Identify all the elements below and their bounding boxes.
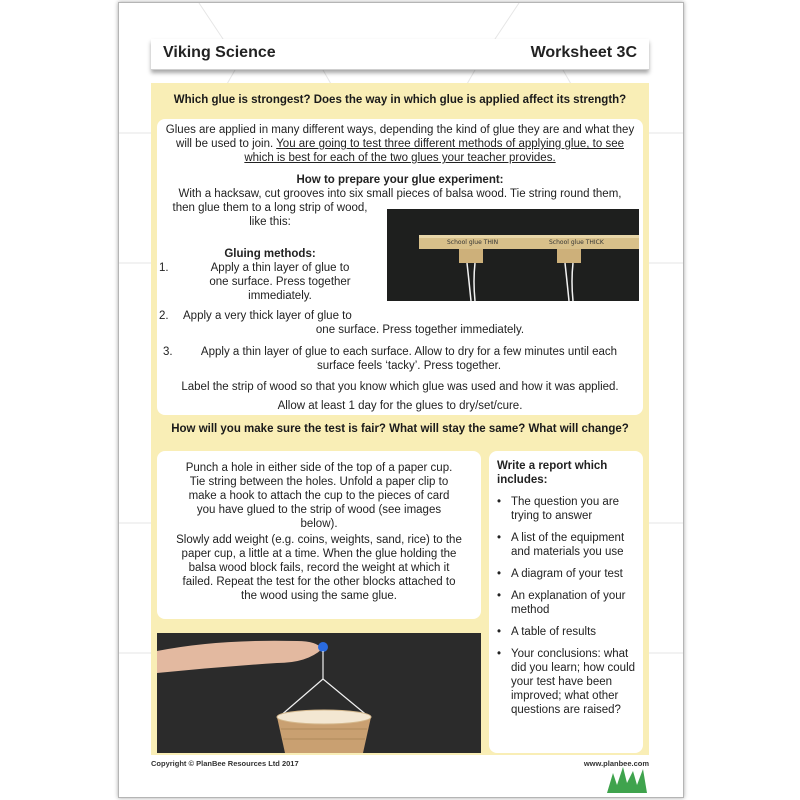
intro-plain: Glues are applied in many different ways, depending the kind of glue they are and what they will be used to join. (165, 124, 635, 150)
test-para-2-line-5: the wood using the same glue. (241, 590, 397, 602)
prepare-heading: How to prepare your glue experiment: (296, 174, 504, 186)
photo-label-thick: School glue THICK (549, 239, 604, 246)
worksheet-header (151, 39, 649, 70)
report-item: • The question you are trying to answer (511, 495, 641, 523)
worksheet-page (118, 2, 684, 798)
photo-label-thin: School glue THIN (447, 239, 499, 246)
report-item: • A list of the equipment and materials you use (511, 531, 641, 559)
method-1-number: 1. (159, 262, 169, 274)
method-3-number: 3. (163, 346, 173, 358)
header-title: Viking Science (163, 44, 276, 61)
question-heading-2: How will you make sure the test is fair? What will stay the same? What will change? (171, 423, 629, 435)
question-heading-1: Which glue is strongest? Does the way in which glue is applied affect its strength? (173, 94, 627, 106)
prepare-line-3: like this: (249, 216, 291, 228)
report-list (495, 495, 641, 725)
experiment-box (157, 119, 643, 415)
test-para-1-line-4: you have glued to the strip of wood (see images (196, 504, 442, 516)
report-title: Write a report which includes: (497, 460, 608, 486)
method-3-line-a: Apply a thin layer of glue to each surface. Allow to dry for a few minutes until each (200, 346, 618, 358)
grass-icon (607, 763, 651, 793)
method-2-line-b: one surface. Press together immediately. (315, 324, 525, 336)
test-para-1-line-2: Tie string between the holes. Unfold a paper clip to (189, 476, 449, 488)
test-para-2-line-4: failed. Repeat the test for the other blocks attached to (182, 576, 456, 588)
method-1-line-a: Apply a thin layer of glue to (210, 262, 350, 274)
test-para-2-line-3: balsa wood block fails, record the weight at which it (188, 562, 450, 574)
report-item: • Your conclusions: what did you learn; how could your test have been improved; what other questions are raised? (511, 647, 641, 717)
method-3-line-b: surface feels ‘tacky’. Press together. (316, 360, 502, 372)
prepare-line-1: With a hacksaw, cut grooves into six small pieces of balsa wood. Tie string round them, (178, 188, 622, 200)
method-1-line-c: immediately. (248, 290, 312, 302)
label-instruction: Label the strip of wood so that you know which glue was used and how it was applied. (181, 381, 619, 393)
allow-instruction: Allow at least 1 day for the glues to dry/set/cure. (277, 400, 523, 412)
method-2-line-a: Apply a very thick layer of glue to (183, 310, 352, 322)
report-item: • A table of results (511, 625, 641, 639)
method-2-number: 2. (159, 310, 169, 322)
intro-underlined: You are going to test three different methods of applying glue, to see which is best for each of the two glues your teacher provides. (244, 138, 624, 164)
test-para-1-line-3: make a hook to attach the cup to the pieces of card (188, 490, 450, 502)
test-para-1-line-5: below). (300, 518, 338, 530)
test-para-2-line-2: paper cup, a little at a time. When the glue holding the (181, 548, 457, 560)
prepare-line-2: then glue them to a long strip of wood, (172, 202, 368, 214)
test-para-1-line-1: Punch a hole in either side of the top of a paper cup. (185, 462, 453, 474)
worksheet-number: Worksheet 3C (530, 44, 637, 61)
content-panel (151, 83, 649, 755)
report-item: • A diagram of your test (511, 567, 641, 581)
method-1-line-b: one surface. Press together (209, 276, 351, 288)
methods-heading: Gluing methods: (224, 248, 316, 260)
test-method-box (157, 451, 481, 619)
report-item: • An explanation of your method (511, 589, 641, 617)
intro-text (163, 123, 637, 165)
report-box (489, 451, 643, 753)
test-para-2-line-1: Slowly add weight (e.g. coins, weights, sand, rice) to the (176, 534, 462, 546)
copyright-text: Copyright © PlanBee Resources Ltd 2017 (151, 759, 299, 768)
paper-cup-photo (157, 633, 481, 753)
balsa-wood-photo (387, 209, 639, 301)
website-text: www.planbee.com (583, 759, 649, 768)
